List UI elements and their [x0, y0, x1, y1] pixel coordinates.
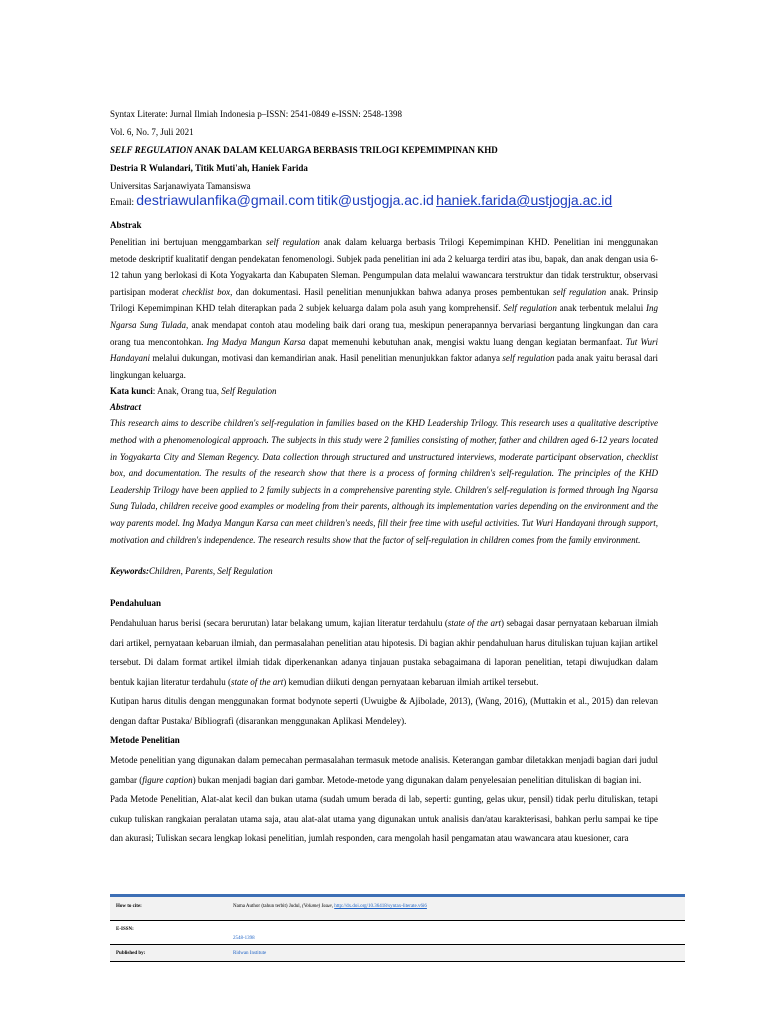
published-value[interactable]: Ridwan Institute	[233, 950, 267, 956]
body-term: state of the art	[447, 618, 501, 629]
abstrak-term: Ing Madya Mangun Karsa	[206, 336, 306, 347]
abstrak-term: self regulation	[552, 286, 607, 297]
body-term: figure caption	[142, 774, 193, 785]
abstrak-paragraph	[110, 234, 658, 383]
how-to-cite-label: How to cite:	[116, 904, 142, 909]
abstrak-term: Ing Ngarsa Sung Tulada	[110, 303, 658, 330]
pendahuluan-paragraph-1	[110, 614, 658, 692]
metode-heading: Metode Penelitian	[110, 735, 180, 746]
abstrak-text: pada anak yaitu berasal dari lingkungan keluarga.	[110, 353, 658, 380]
doi-link[interactable]: http://dx.doi.org/10.36418/syntax-literate.v6i6	[334, 904, 427, 909]
article-page	[110, 108, 658, 849]
body-text: ) kemudian diikuti dengan pernyataan kebaruan ilmiah artikel tersebut.	[283, 676, 539, 687]
affiliation: Universitas Sarjanawiyata Tamansiswa	[110, 181, 251, 191]
kata-kunci	[110, 383, 658, 399]
abstrak-text: melalui dukungan, motivasi dan kemandirian anak. Hasil penelitian menunjukkan faktor adanya	[150, 353, 503, 364]
pendahuluan-heading: Pendahuluan	[110, 598, 162, 609]
body-text: Pendahuluan harus berisi (secara berurutan) latar belakang umum, kajian literatur terdahulu (	[110, 618, 448, 629]
kata-kunci-label: Kata kunci	[110, 386, 153, 397]
metode-paragraph-2: Pada Metode Penelitian, Alat-alat kecil dan bukan utama (sudah umum berada di lab, seperti: gunting, gelas ukur, pensil) tidak perlu dituliskan, tetapi cukup tuliskan rangkaian peralatan utama saja, atau alat-alat utama yang digunakan untuk analisis dan/atau karakterisasi, bahkan perlu sampai ke tipe dan akurasi; Tuliskan secara lengkap lokasi penelitian, jumlah responden, cara mengolah hasil pengamatan atau wawancara atau kuesioner, cara	[110, 794, 658, 844]
keywords-label: Keywords:	[110, 566, 149, 577]
metode-paragraph-1	[110, 751, 658, 790]
abstrak-term: Self regulation	[503, 303, 557, 314]
abstrak-heading: Abstrak	[110, 220, 142, 230]
abstrak-term: self regulation	[265, 237, 320, 247]
cite-italic: (Volume) Issue,	[302, 904, 335, 909]
body-text: ) sebagai dasar pernyataan kebaruan ilmiah dari artikel, pernyataan kebaruan ilmiah, dan permasalahan penelitian atau hipotesis. Di bagian akhir pendahuluan harus dituliskan tujuan kajian artikel tersebut. Di dalam format artikel ilmiah tidak diperkenankan adanya tinjauan pustaka sebagaimana di laporan penelitian, tetapi diwujudkan dalam bentuk kajian literatur terdahulu (	[110, 618, 658, 687]
eissn-value[interactable]: 2548-1398	[233, 936, 255, 941]
abstrak-term: checklist box	[182, 286, 231, 297]
eissn-row	[110, 921, 685, 945]
published-row	[110, 945, 685, 962]
abstrak-text: dapat memenuhi kebutuhan anak, mengisi waktu luang dengan kegiatan bermanfaat.	[305, 336, 626, 347]
email-link-3[interactable]: haniek.farida@ustjogja.ac.id	[436, 192, 613, 208]
body-text: ) bukan menjadi bagian dari gambar. Metode-metode yang digunakan dalam penyelesaian penelitian dituliskan di bagian ini.	[192, 774, 642, 785]
kata-kunci-value: : Anak, Orang tua,	[152, 386, 222, 397]
abstrak-text: anak terbentuk melalui	[556, 303, 646, 314]
published-label: Published by:	[116, 950, 146, 956]
abstrak-text: , anak mendapat contoh atau modeling baik dari orang tua, meskipun penerapannya bervariasi bergantung lingkungan dan cara orang tua mencontohkan.	[110, 319, 658, 347]
email-link-2[interactable]: titik@ustjogja.ac.id	[316, 192, 434, 208]
body-term: state of the art	[230, 676, 284, 687]
authors: Destria R Wulandari, Titik Muti'ah, Haniek Farida	[110, 163, 308, 173]
abstrak-text: , dan dokumentasi. Hasil penelitian menunjukkan bahwa adanya proses pembentukan	[230, 286, 553, 297]
abstract-heading: Abstract	[110, 402, 142, 413]
email-line	[110, 193, 658, 209]
email-link-1[interactable]: destriawulanfika@gmail.com	[136, 192, 315, 208]
abstrak-term: Tut Wuri Handayani	[110, 336, 658, 364]
title-rest: ANAK DALAM KELUARGA BERBASIS TRILOGI KEPEMIMPINAN KHD	[192, 145, 498, 155]
how-to-cite-value	[233, 904, 685, 909]
how-to-cite-row	[110, 897, 685, 921]
abstrak-text: anak dalam keluarga berbasis Trilogi Kepemimpinan KHD. Penelitian ini menggunakan metode deskriptif kualitatif dengan pendekatan fenomenologi. Subjek pada penelitian ini ada 2 keluarga terdiri atas ibu, bapak, dan anak dengan usia 6-12 tahun yang berlokasi di Kota Yogyakarta dan Kabupaten Sleman. Pengumpulan data melalui wawancara terstruktur dan tidak terstruktur, observasi partisipan moderat	[110, 237, 658, 297]
email-label: Email:	[110, 197, 137, 207]
kata-kunci-italic: Self Regulation	[221, 386, 277, 397]
journal-line: Syntax Literate: Jurnal Ilmiah Indonesia p–ISSN: 2541-0849 e-ISSN: 2548-1398	[110, 109, 402, 119]
volume-line: Vol. 6, No. 7, Juli 2021	[110, 127, 194, 137]
article-title	[110, 144, 658, 156]
abstrak-text: anak. Prinsip Trilogi Kepemimpinan KHD telah diterapkan pada 2 subjek keluarga dalam pola asuh yang komprehensif.	[110, 286, 659, 314]
eissn-label: E-ISSN:	[116, 927, 134, 932]
title-italic: SELF REGULATION	[110, 145, 193, 155]
pendahuluan-paragraph-2: Kutipan harus ditulis dengan menggunakan format bodynote seperti (Uwuigbe & Ajibolade, 2013), (Wang, 2016), (Muttakin et al., 2015) dan relevan dengan daftar Pustaka/ Bibliografi (disarankan menggunakan Aplikasi Mendeley).	[110, 696, 658, 726]
body-text: Metode penelitian yang digunakan dalam pemecahan permasalahan termasuk metode analisis. Keterangan gambar diletakkan menjadi bagian dari judul gambar (	[110, 755, 658, 785]
keywords-value: Children, Parents, Self Regulation	[149, 566, 273, 577]
citation-footer	[110, 894, 685, 962]
abstract-paragraph: This research aims to describe children's self-regulation in families based on the KHD Leadership Trilogy. This research uses a qualitative descriptive method with a phenomenological approach. The subjects in this study were 2 families consisting of mother, father and children aged 6-12 years located in Yogyakarta City and Sleman Regency. Data collection through structured and unstructured interviews, moderate participant observation, checklist box, and documentation. The results of the research show that there is a process of forming children's self-regulation. The principles of the KHD Leadership Trilogy have been applied to 2 family subjects in a comprehensive parenting style. Children's self-regulation is formed through Ing Ngarsa Sung Tulada, children receive good examples or modeling from their parents, although its implementation varies depending on the environment and the way parents model. Ing Madya Mangun Karsa can meet children's needs, fill their free time with useful activities. Tut Wuri Handayani through support, motivation and children's independence. The research results show that the factor of self-regulation in children comes from the family environment.	[110, 418, 658, 545]
keywords	[110, 565, 658, 577]
abstrak-term: self regulation	[502, 353, 555, 364]
cite-text: Nama Author (tahun terbit) Judul,	[233, 904, 303, 909]
abstrak-text: Penelitian ini bertujuan menggambarkan	[110, 237, 266, 247]
